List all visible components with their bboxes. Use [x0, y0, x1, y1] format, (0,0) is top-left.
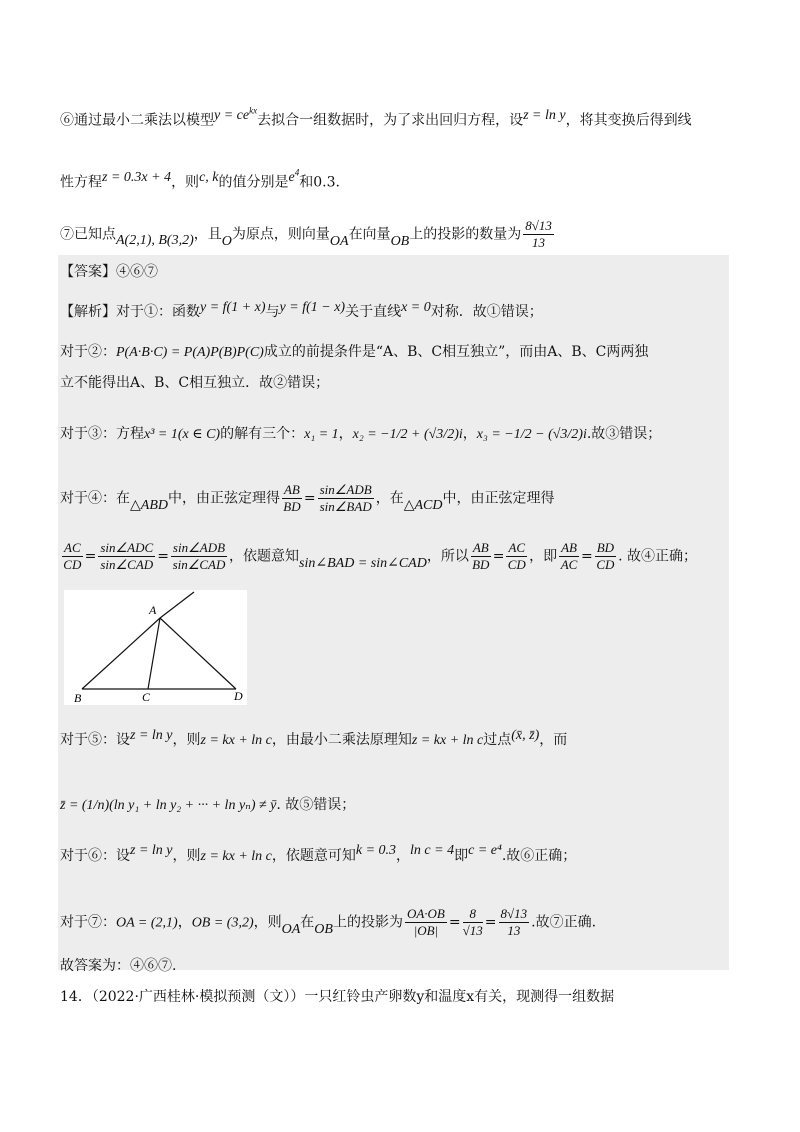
analysis-5-line-2: z̄ = (1/n)(ln y₁ + ln y₂ + ··· + ln yₙ) ≠ ȳ. 故⑤错误；	[60, 797, 356, 813]
linear-equation: z = 0.3x + 4	[102, 169, 172, 185]
label-d: D	[234, 689, 243, 703]
segment-a-extension	[160, 592, 194, 618]
analysis-4-line-1: 对于④：在△ABD中，由正弦定理得 $\frac{AB}{BD}$ = $\frac{\text{sin∠ADB}}{\text{sin∠BAD}}$ ，在△ACD中，由正弦定理得	[60, 482, 555, 514]
analysis-4-line-2: $\frac{AC}{CD}$ = $\frac{\text{sin∠ADC}}{\text{sin∠CAD}}$ = $\frac{\text{sin∠ADB}}{\text{sin∠CAD}}$ ，依题意知sin∠BAD = sin∠CAD，所以 $\frac{AB}{BD}$ = $\frac{AC}{CD}$ ，即 $\frac{AB}{AC}$ = $\frac{BD}{CD}$ . 故④正确；	[63, 540, 697, 572]
vector-ob: OB	[390, 233, 410, 249]
segment-ba	[82, 618, 160, 689]
question-14: 14．（2022·广西桂林·模拟预测（文））一只红铃虫产卵数y和温度x有关，现测得一组数据	[60, 989, 615, 1005]
segment-ad	[160, 618, 236, 689]
analysis-2-line-1: 对于②：P(A·B·C) = P(A)P(B)P(C)成立的前提条件是“A、B、C相互独立”，而由A、B、C两两独	[60, 344, 649, 360]
final-answer: 故答案为：④⑥⑦.	[60, 958, 177, 974]
origin-symbol: O	[221, 233, 232, 249]
analysis-5-line-1: 对于⑤：设z = ln y，则z = kx + ln c，由最小二乘法原理知z = kx + ln c过点(x̄, z̄)，而	[60, 728, 568, 748]
ck-variables: c, k	[199, 169, 219, 185]
triangle-diagram	[64, 590, 247, 705]
substitution-formula: z = ln y	[523, 107, 566, 123]
analysis-6: 对于⑥：设z = ln y，则z = kx + ln c，依题意可知k = 0.3，ln c = 4即c = e⁴.故⑥正确；	[60, 843, 577, 864]
analysis-7: 对于⑦：OA = (2,1)，OB = (3,2)，则OA在OB上的投影为 $\frac{OA\cdot OB}{|OB|}$ = $\frac{8}{√13}$ = $\frac{8√13}{13}$ .故⑦正确.	[60, 906, 597, 938]
vector-oa: OA	[329, 233, 349, 249]
answer-line: 【答案】④⑥⑦	[60, 264, 158, 280]
analysis-1: 【解析】对于①：函数y = f(1 + x)与y = f(1 − x)关于直线x = 0对称．故①错误；	[60, 300, 543, 320]
statement-7: ⑦已知点A(2,1), B(3,2)，且O为原点，则向量OA在向量OB上的投影的数量为 $\frac{8√13}{13}$	[60, 218, 552, 250]
points-formula: A(2,1), B(3,2)	[116, 232, 194, 248]
analysis-2-line-2: 立不能得出A、B、C相互独立．故②错误；	[60, 375, 330, 391]
projection-fraction: $\frac{8√13}{13}$	[525, 218, 552, 250]
statement-6-line-1: ⑥通过最小二乘法以模型$y = ce^{kx}$去拟合一组数据时，为了求出回归方程，设z = ln y，将其变换后得到线	[60, 105, 692, 129]
segment-ac	[148, 618, 160, 689]
label-c: C	[142, 690, 151, 704]
label-b: B	[74, 691, 82, 705]
statement-6-line-2: 性方程z = 0.3x + 4，则c, k的值分别是$e^4$和0.3.	[60, 167, 340, 191]
analysis-3: 对于③：方程x³ = 1(x ∈ C)的解有三个：x₁ = 1，x₂ = −1/2 + (√3/2)i，x₃ = −1/2 − (√3/2)i.故③错误；	[60, 426, 662, 442]
triangle-figure	[64, 590, 247, 705]
label-a: A	[149, 603, 157, 617]
e-power: $e^4$	[288, 167, 300, 185]
model-formula: $y = ce^{kx}$	[214, 105, 258, 123]
